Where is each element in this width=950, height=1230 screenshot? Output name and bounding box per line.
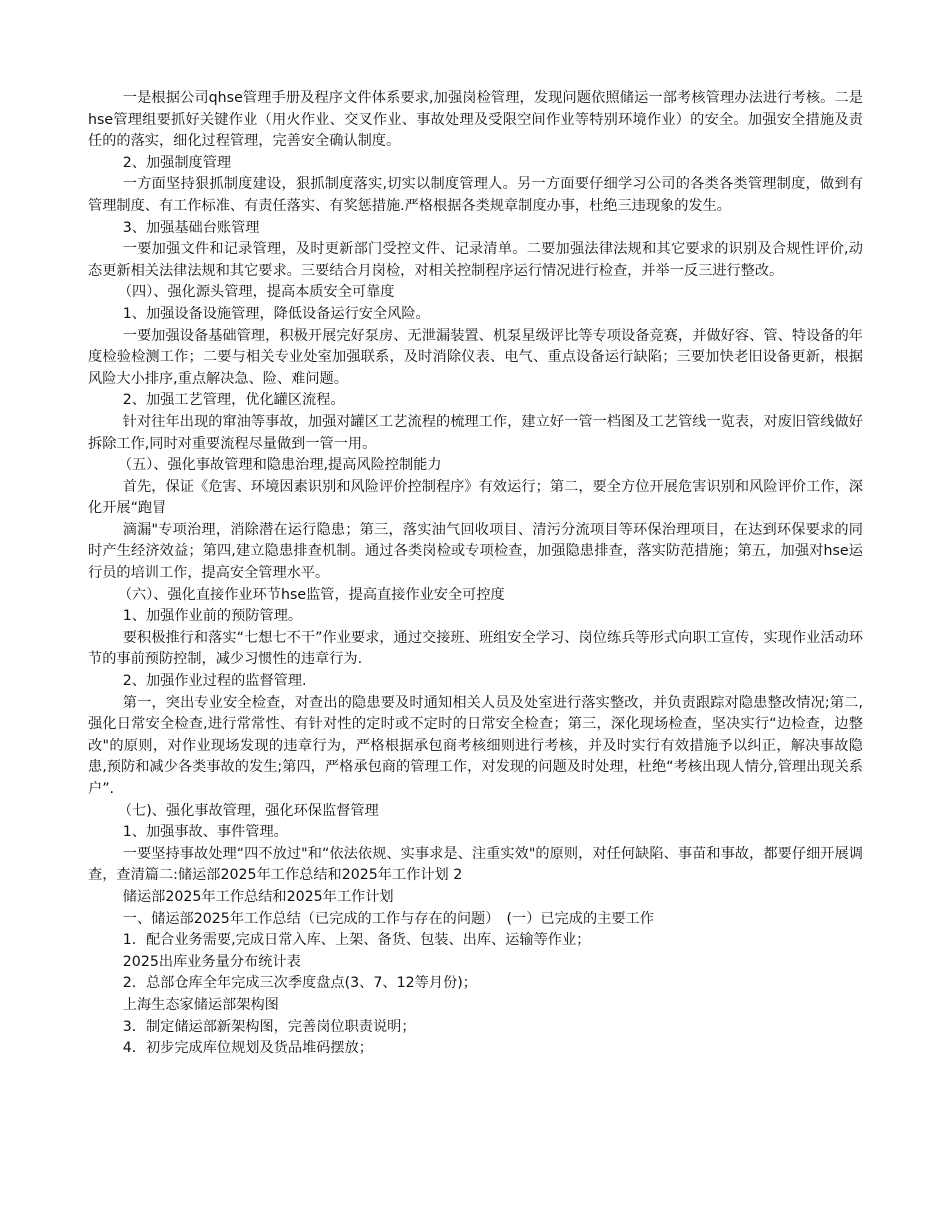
heading-section-4: （四）、强化源头管理，提高本质安全可靠度 [117, 284, 395, 301]
table-caption-outbound-stats: 2025出库业务量分布统计表 [122, 953, 301, 970]
paragraph-pre-work-prevention: 要积极推行和落实“七想七不干”作业要求，通过交接班、班组安全学习、岗位练兵等形式向职工宣传，实现作业活动环节的事前预防控制，减少习惯性的违章行为. [88, 629, 863, 668]
figure-caption-org-chart: 上海生态家储运部架构图 [122, 996, 279, 1013]
paragraph-qhse-management: 一是根据公司qhse管理手册及程序文件体系要求,加强岗检管理，发现问题依照储运一部考核管理办法进行考核。二是hse管理组要抓好关键作业（用火作业、交叉作业、事故处理及受限空间作业等特别环境作业）的安全。加强安全措施及责任的的落实，细化过程管理，完善安全确认制度。 [88, 90, 863, 150]
report-title: 储运部2025年工作总结和2025年工作计划 [122, 888, 394, 905]
report-section-1: 一、储运部2025年工作总结（已完成的工作与存在的问题） (一）已完成的主要工作 [122, 910, 654, 927]
heading-pre-work-prevention: 1、加强作业前的预防管理。 [122, 608, 303, 625]
paragraph-risk-control-2: 滴漏"专项治理，消除潜在运行隐患；第三，落实油气回收项目、清污分流项目等环保治理项目，在达到环保要求的同时产生经济效益；第四,建立隐患排查机制。通过各类岗检或专项检查，加强隐患排查，落实防范措施；第五，加强对hse运行员的培训工作，提高安全管理水平。 [88, 521, 863, 582]
heading-ledger-management: 3、加强基础台账管理 [122, 219, 260, 236]
heading-section-7: （七)、强化事故管理，强化环保监督管理 [117, 802, 379, 819]
heading-section-6: （六）、强化直接作业环节hse监管，提高直接作业安全可控度 [117, 586, 505, 603]
heading-process-supervision: 2、加强作业过程的监督管理. [122, 673, 307, 690]
list-item-2: 2．总部仓库全年完成三次季度盘点(3、7、12等月份)； [122, 975, 477, 992]
list-item-1: 1．配合业务需要,完成日常入库、上架、备货、包装、出库、运输等作业； [122, 932, 591, 949]
paragraph-process-supervision: 第一，突出专业安全检查，对查出的隐患要及时通知相关人员及处室进行落实整改，并负责跟踪对隐患整改情况;第二,强化日常安全检查,进行常常性、有针对性的定时或不定时的日常安全检查；第三，深化现场检查，坚决实行“边检查，边整改"的原则，对作业现场发现的违章行为，严格根据承包商考核细则进行考核，并及时实行有效措施予以纠正，解决事故隐患,预防和减少各类事故的发生;第四，严格承包商的管理工作，对发现的问题及时处理，杜绝“考核出现人情分,管理出现关系户”. [88, 694, 863, 797]
paragraph-system-management: 一方面坚持狠抓制度建设，狠抓制度落实,切实以制度管理人。另一方面要仔细学习公司的各类各类管理制度，做到有管理制度、有工作标准、有责任落实、有奖惩措施.严格根据各类规章制度办事，杜绝三违现象的发生。 [88, 176, 863, 214]
list-item-4: 4．初步完成库位规划及货品堆码摆放； [122, 1040, 373, 1057]
document-page [88, 88, 863, 1060]
heading-system-management: 2、加强制度管理 [122, 154, 232, 171]
paragraph-ledger-management: 一要加强文件和记录管理，及时更新部门受控文件、记录清单。二要加强法律法规和其它要求的识别及合规性评价,动态更新相关法律法规和其它要求。三要结合月岗检，对相关控制程序运行情况进行检查，并举一反三进行整改。 [88, 241, 863, 279]
heading-equipment-management: 1、加强设备设施管理，降低设备运行安全风险。 [122, 305, 430, 322]
paragraph-incident-management: 一要坚持事故处理“四不放过"和“依法依规、实事求是、注重实效"的原则，对任何缺陷、事苗和事故，都要仔细开展调查，查清篇二:储运部2025年工作总结和2025年工作计划 2 [88, 845, 863, 884]
heading-incident-management: 1、加强事故、事件管理。 [122, 824, 288, 841]
heading-process-management: 2、加强工艺管理，优化罐区流程。 [122, 392, 345, 409]
paragraph-risk-control-1: 首先，保证《危害、环境因素识别和风险评价控制程序》有效运行；第二，要全方位开展危害识别和风险评价工作，深化开展“跑冒 [88, 478, 863, 517]
paragraph-equipment-management: 一要加强设备基础管理，积极开展完好泵房、无泄漏装置、机泵星级评比等专项设备竞赛，并做好容、管、特设备的年度检验检测工作；二要与相关专业处室加强联系，及时消除仪表、电气、重点设备运行缺陷；三要加快老旧设备更新，根据风险大小排序,重点解决急、险、难问题。 [88, 327, 863, 387]
list-item-3: 3．制定储运部新架构图，完善岗位职责说明； [122, 1018, 416, 1035]
paragraph-process-management: 针对往年出现的窜油等事故，加强对罐区工艺流程的梳理工作，建立好一管一档图及工艺管线一览表，对废旧管线做好拆除工作,同时对重要流程尽量做到一管一用。 [88, 413, 863, 452]
heading-section-5: （五）、强化事故管理和隐患治理,提高风险控制能力 [117, 457, 442, 474]
